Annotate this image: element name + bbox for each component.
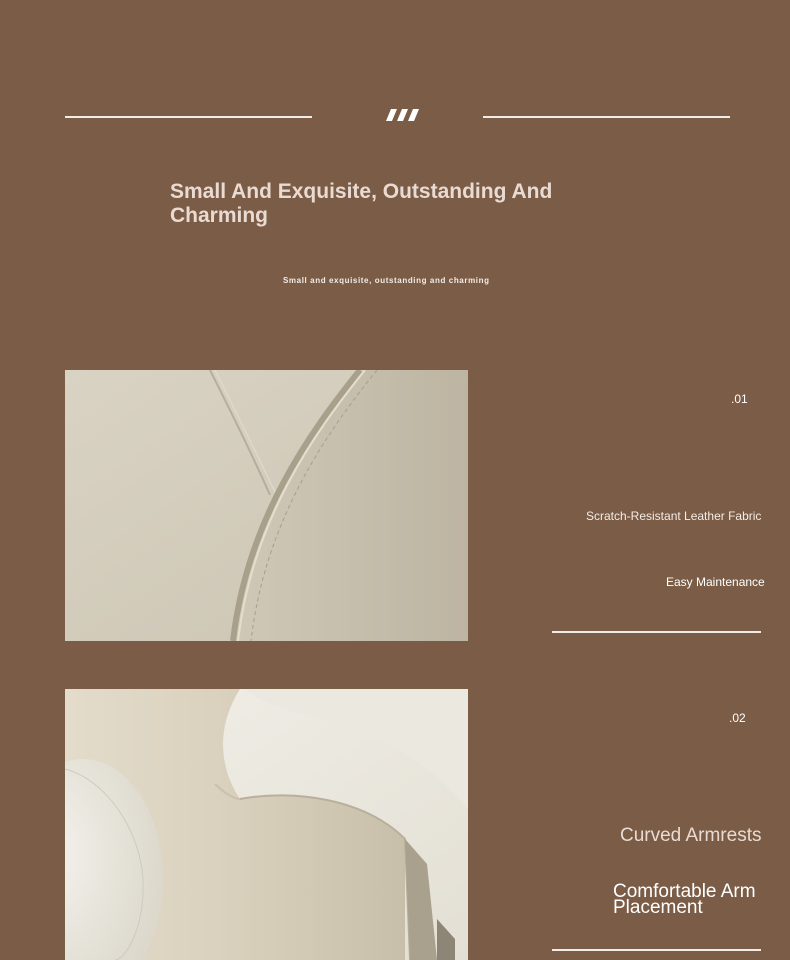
chair-armrest-photo (65, 689, 468, 960)
leather-closeup-photo (65, 370, 468, 641)
page-subtitle: Small and exquisite, outstanding and charming (283, 276, 490, 285)
header-divider-right (483, 116, 730, 118)
slashes-decoration (386, 109, 426, 121)
feature-number-02: .02 (729, 711, 746, 725)
feature-title-armrests: Curved Armrests (620, 825, 762, 846)
page-title: Small And Exquisite, Outstanding And Charming (170, 180, 553, 227)
feature-detail-maintenance: Easy Maintenance (666, 575, 765, 589)
feature-detail-arm-placement: Comfortable Arm Placement (613, 881, 756, 918)
feature-title-leather: Scratch-Resistant Leather Fabric (586, 509, 762, 523)
feature-number-01: .01 (731, 392, 748, 406)
header-divider-left (65, 116, 312, 118)
feature-divider-01 (552, 631, 761, 633)
feature-divider-02 (552, 949, 761, 951)
